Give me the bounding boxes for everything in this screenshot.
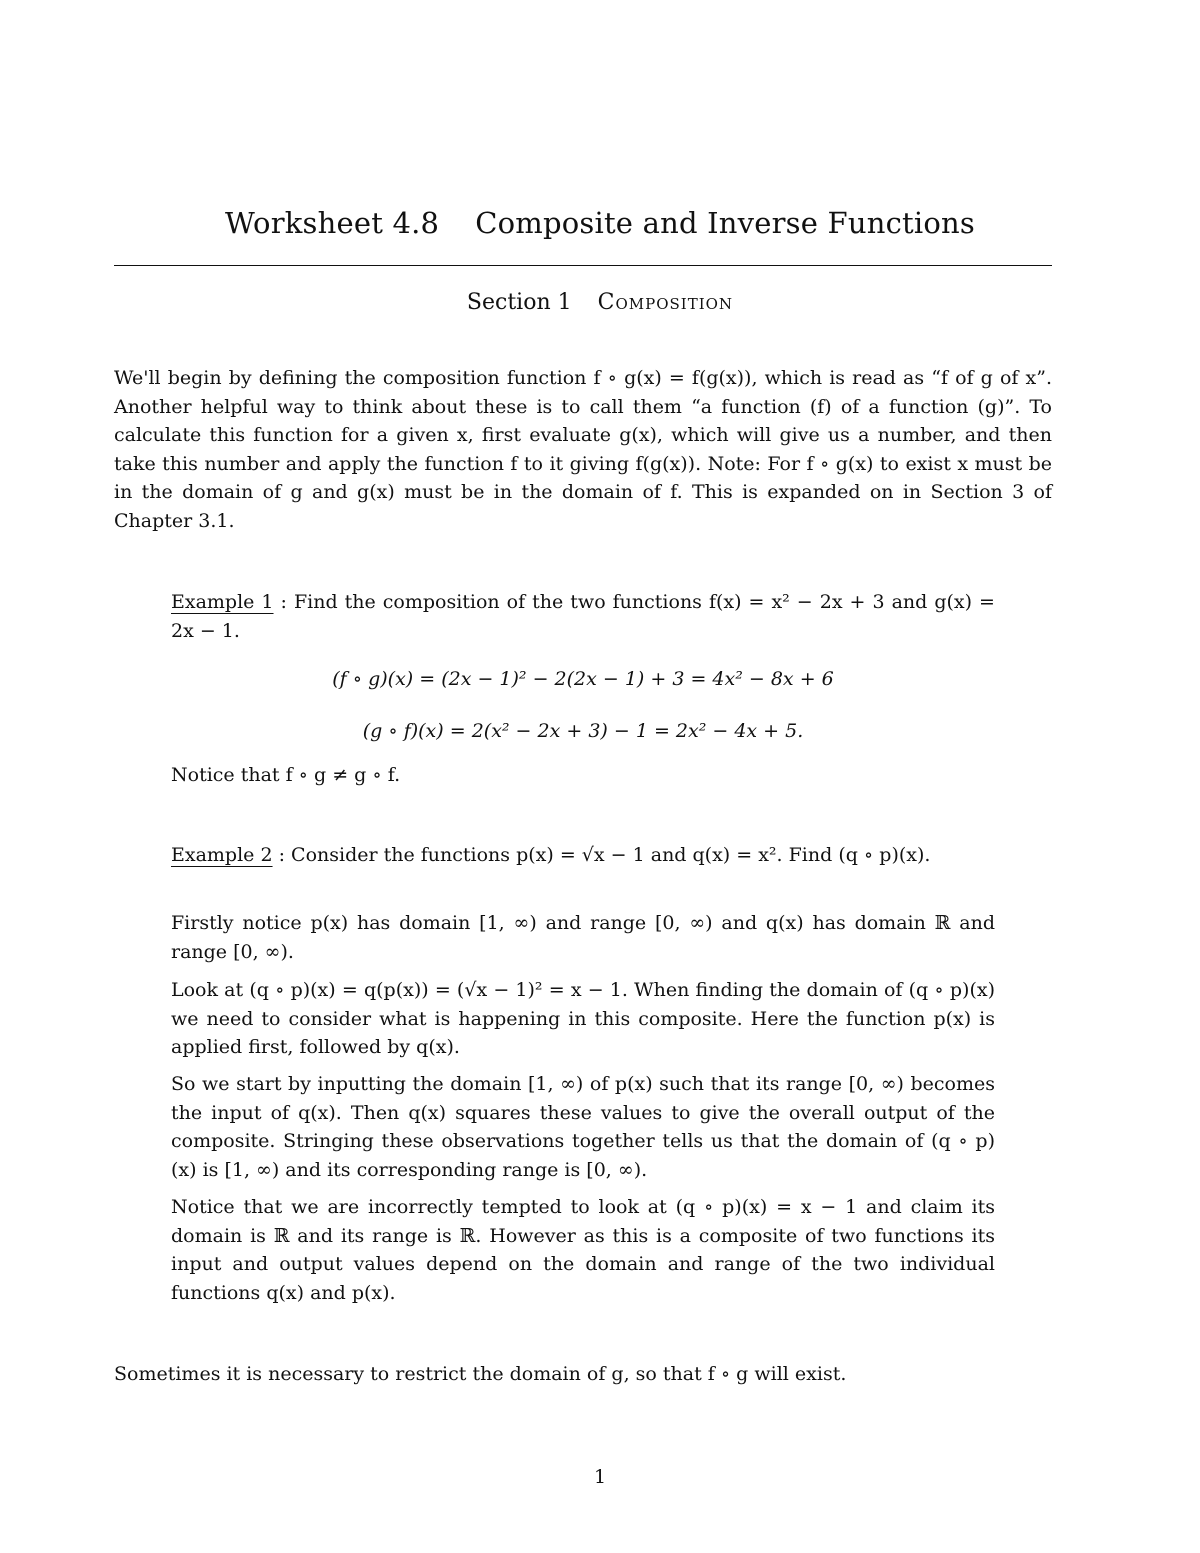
worksheet-number: Worksheet 4.8 xyxy=(225,206,440,240)
example-1-equation-g-of-f: (g ∘ f)(x) = 2(x² − 2x + 3) − 1 = 2x² − 4x + 5. xyxy=(362,720,804,742)
title-rule xyxy=(114,265,1052,266)
worksheet-title xyxy=(0,206,1200,240)
example-2-paragraph-inputs: So we start by inputting the domain [1, ∞) of p(x) such that its range [0, ∞) becomes the input of q(x). Then q(x) squares these values to give the overall output of the composite. Stringing these observations together tells us that the domain of (q ∘ p)(x) is [1, ∞) and its corresponding range is [0, ∞). xyxy=(171,1073,995,1181)
example-2-paragraph-caution: Notice that we are incorrectly tempted to look at (q ∘ p)(x) = x − 1 and claim its domain is ℝ and its range is ℝ. However as this is a composite of two functions its input and output values depend on the domain and range of the two individual functions q(x) and p(x). xyxy=(171,1196,995,1304)
intro-paragraph: We'll begin by defining the composition function f ∘ g(x) = f(g(x)), which is read as “f of g of x”. Another helpful way to think about these is to call them “a function (f) of a function (g)”. To calculate this function for a given x, first evaluate g(x), which will give us a number, and then take this number and apply the function f to it giving f(g(x)). Note: For f ∘ g(x) to exist x must be in the domain of g and g(x) must be in the domain of f. This is expanded on in Section 3 of Chapter 3.1. xyxy=(114,367,1052,532)
example-2-paragraph-composite: Look at (q ∘ p)(x) = q(p(x)) = (√x − 1)² = x − 1. When finding the domain of (q ∘ p)(x) we need to consider what is happening in this composite. Here the function p(x) is applied first, followed by q(x). xyxy=(171,979,995,1058)
example-1-equation-f-of-g: (f ∘ g)(x) = (2x − 1)² − 2(2x − 1) + 3 = 4x² − 8x + 6 xyxy=(332,668,834,690)
example-2-label: Example 2 xyxy=(171,844,273,866)
section-heading xyxy=(0,290,1200,315)
example-1-label: Example 1 xyxy=(171,591,274,613)
example-2-text: : Consider the functions p(x) = √x − 1 and q(x) = x². Find (q ∘ p)(x). xyxy=(278,844,931,866)
example-1-text: : Find the composition of the two functions f(x) = x² − 2x + 3 and g(x) = 2x − 1. xyxy=(171,591,995,642)
page-number: 1 xyxy=(593,1466,607,1488)
worksheet-name: Composite and Inverse Functions xyxy=(475,206,975,240)
example-2-statement xyxy=(171,841,995,870)
closing-paragraph: Sometimes it is necessary to restrict the domain of g, so that f ∘ g will exist. xyxy=(114,1363,847,1385)
example-1-notice: Notice that f ∘ g ≠ g ∘ f. xyxy=(171,764,401,786)
example-1-statement xyxy=(171,588,995,645)
section-number: Section 1 xyxy=(466,290,572,315)
section-name: Composition xyxy=(597,290,734,315)
example-2-paragraph-domain: Firstly notice p(x) has domain [1, ∞) and range [0, ∞) and q(x) has domain ℝ and range [0, ∞). xyxy=(171,912,995,963)
